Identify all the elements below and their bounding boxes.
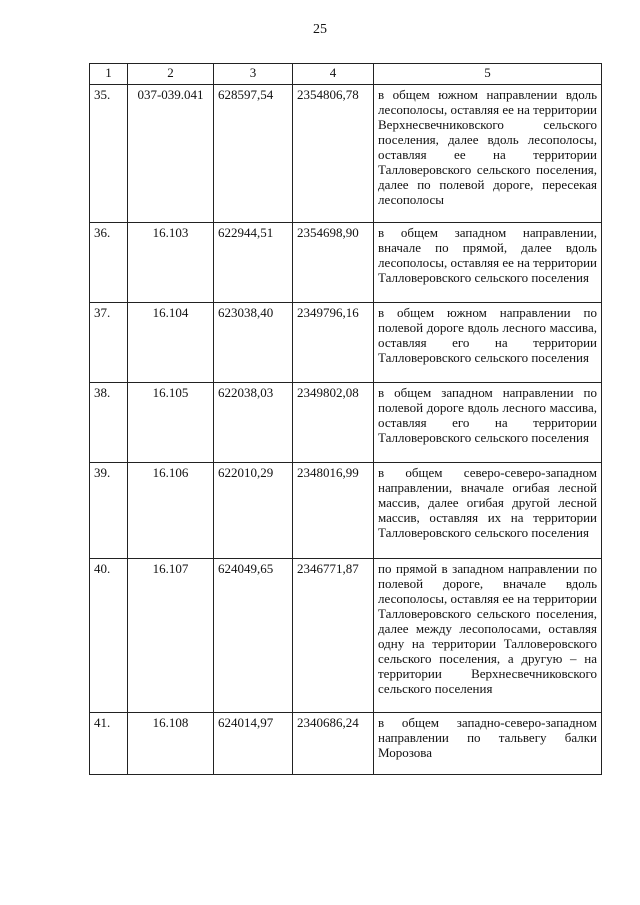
table-row [90, 383, 602, 463]
coordinate-y: 2340686,24 [293, 713, 374, 775]
coordinate-x: 628597,54 [214, 85, 293, 223]
boundary-description: в общем северо-северо-западном направлении, вначале огибая лесной массив, далее огибая другой лесной массив, оставляя их на территории Талловеровского сельского поселения [374, 463, 602, 559]
column-header-5: 5 [374, 64, 602, 85]
coordinate-y: 2354698,90 [293, 223, 374, 303]
row-number: 41. [90, 713, 128, 775]
table-row [90, 303, 602, 383]
point-id: 16.104 [128, 303, 214, 383]
boundary-description: в общем южном направлении по полевой дороге вдоль лесного массива, оставляя его на территории Талловеровского сельского поселения [374, 303, 602, 383]
row-number: 39. [90, 463, 128, 559]
boundary-description: в общем южном направлении вдоль лесополосы, оставляя ее на территории Верхнесвечниковского сельского поселения, далее вдоль лесополосы, оставляя ее на территории Талловеровского сельского поселения, далее по полевой дороге, пересекая лесополосы [374, 85, 602, 223]
table-row [90, 463, 602, 559]
row-number: 40. [90, 559, 128, 713]
coordinate-y: 2348016,99 [293, 463, 374, 559]
point-id: 16.105 [128, 383, 214, 463]
boundary-description: по прямой в западном направлении по полевой дороге, вначале вдоль лесополосы, оставляя ее на территории Талловеровского сельского поселения, далее между лесополосами, оставляя одну на территории Талловеровского сельского поселения, а другую – на территории Верхнесвечниковского сельского поселения [374, 559, 602, 713]
coordinate-y: 2349796,16 [293, 303, 374, 383]
row-number: 37. [90, 303, 128, 383]
point-id: 16.106 [128, 463, 214, 559]
row-number: 38. [90, 383, 128, 463]
table-header [90, 64, 602, 85]
boundary-description: в общем западно-северо-западном направлении по тальвегу балки Морозова [374, 713, 602, 775]
column-header-2: 2 [128, 64, 214, 85]
column-header-1: 1 [90, 64, 128, 85]
table-row [90, 223, 602, 303]
column-header-3: 3 [214, 64, 293, 85]
coordinate-x: 622038,03 [214, 383, 293, 463]
table-row [90, 713, 602, 775]
coordinate-x: 623038,40 [214, 303, 293, 383]
row-number: 35. [90, 85, 128, 223]
coordinate-y: 2346771,87 [293, 559, 374, 713]
boundary-description: в общем западном направлении, вначале по прямой, далее вдоль лесополосы, оставляя ее на территории Талловеровского сельского поселения [374, 223, 602, 303]
table-row [90, 559, 602, 713]
column-header-4: 4 [293, 64, 374, 85]
coordinate-y: 2349802,08 [293, 383, 374, 463]
table-body [90, 85, 602, 775]
point-id: 16.103 [128, 223, 214, 303]
coordinate-y: 2354806,78 [293, 85, 374, 223]
table-row [90, 85, 602, 223]
coordinate-x: 622010,29 [214, 463, 293, 559]
boundary-description-table [89, 63, 602, 775]
boundary-description: в общем западном направлении по полевой дороге вдоль лесного массива, оставляя его на территории Талловеровского сельского поселения [374, 383, 602, 463]
point-id: 16.108 [128, 713, 214, 775]
row-number: 36. [90, 223, 128, 303]
point-id: 037-039.041 [128, 85, 214, 223]
point-id: 16.107 [128, 559, 214, 713]
page-number: 25 [313, 22, 327, 37]
header-row [90, 64, 602, 85]
coordinate-x: 624014,97 [214, 713, 293, 775]
coordinate-x: 624049,65 [214, 559, 293, 713]
coordinate-x: 622944,51 [214, 223, 293, 303]
